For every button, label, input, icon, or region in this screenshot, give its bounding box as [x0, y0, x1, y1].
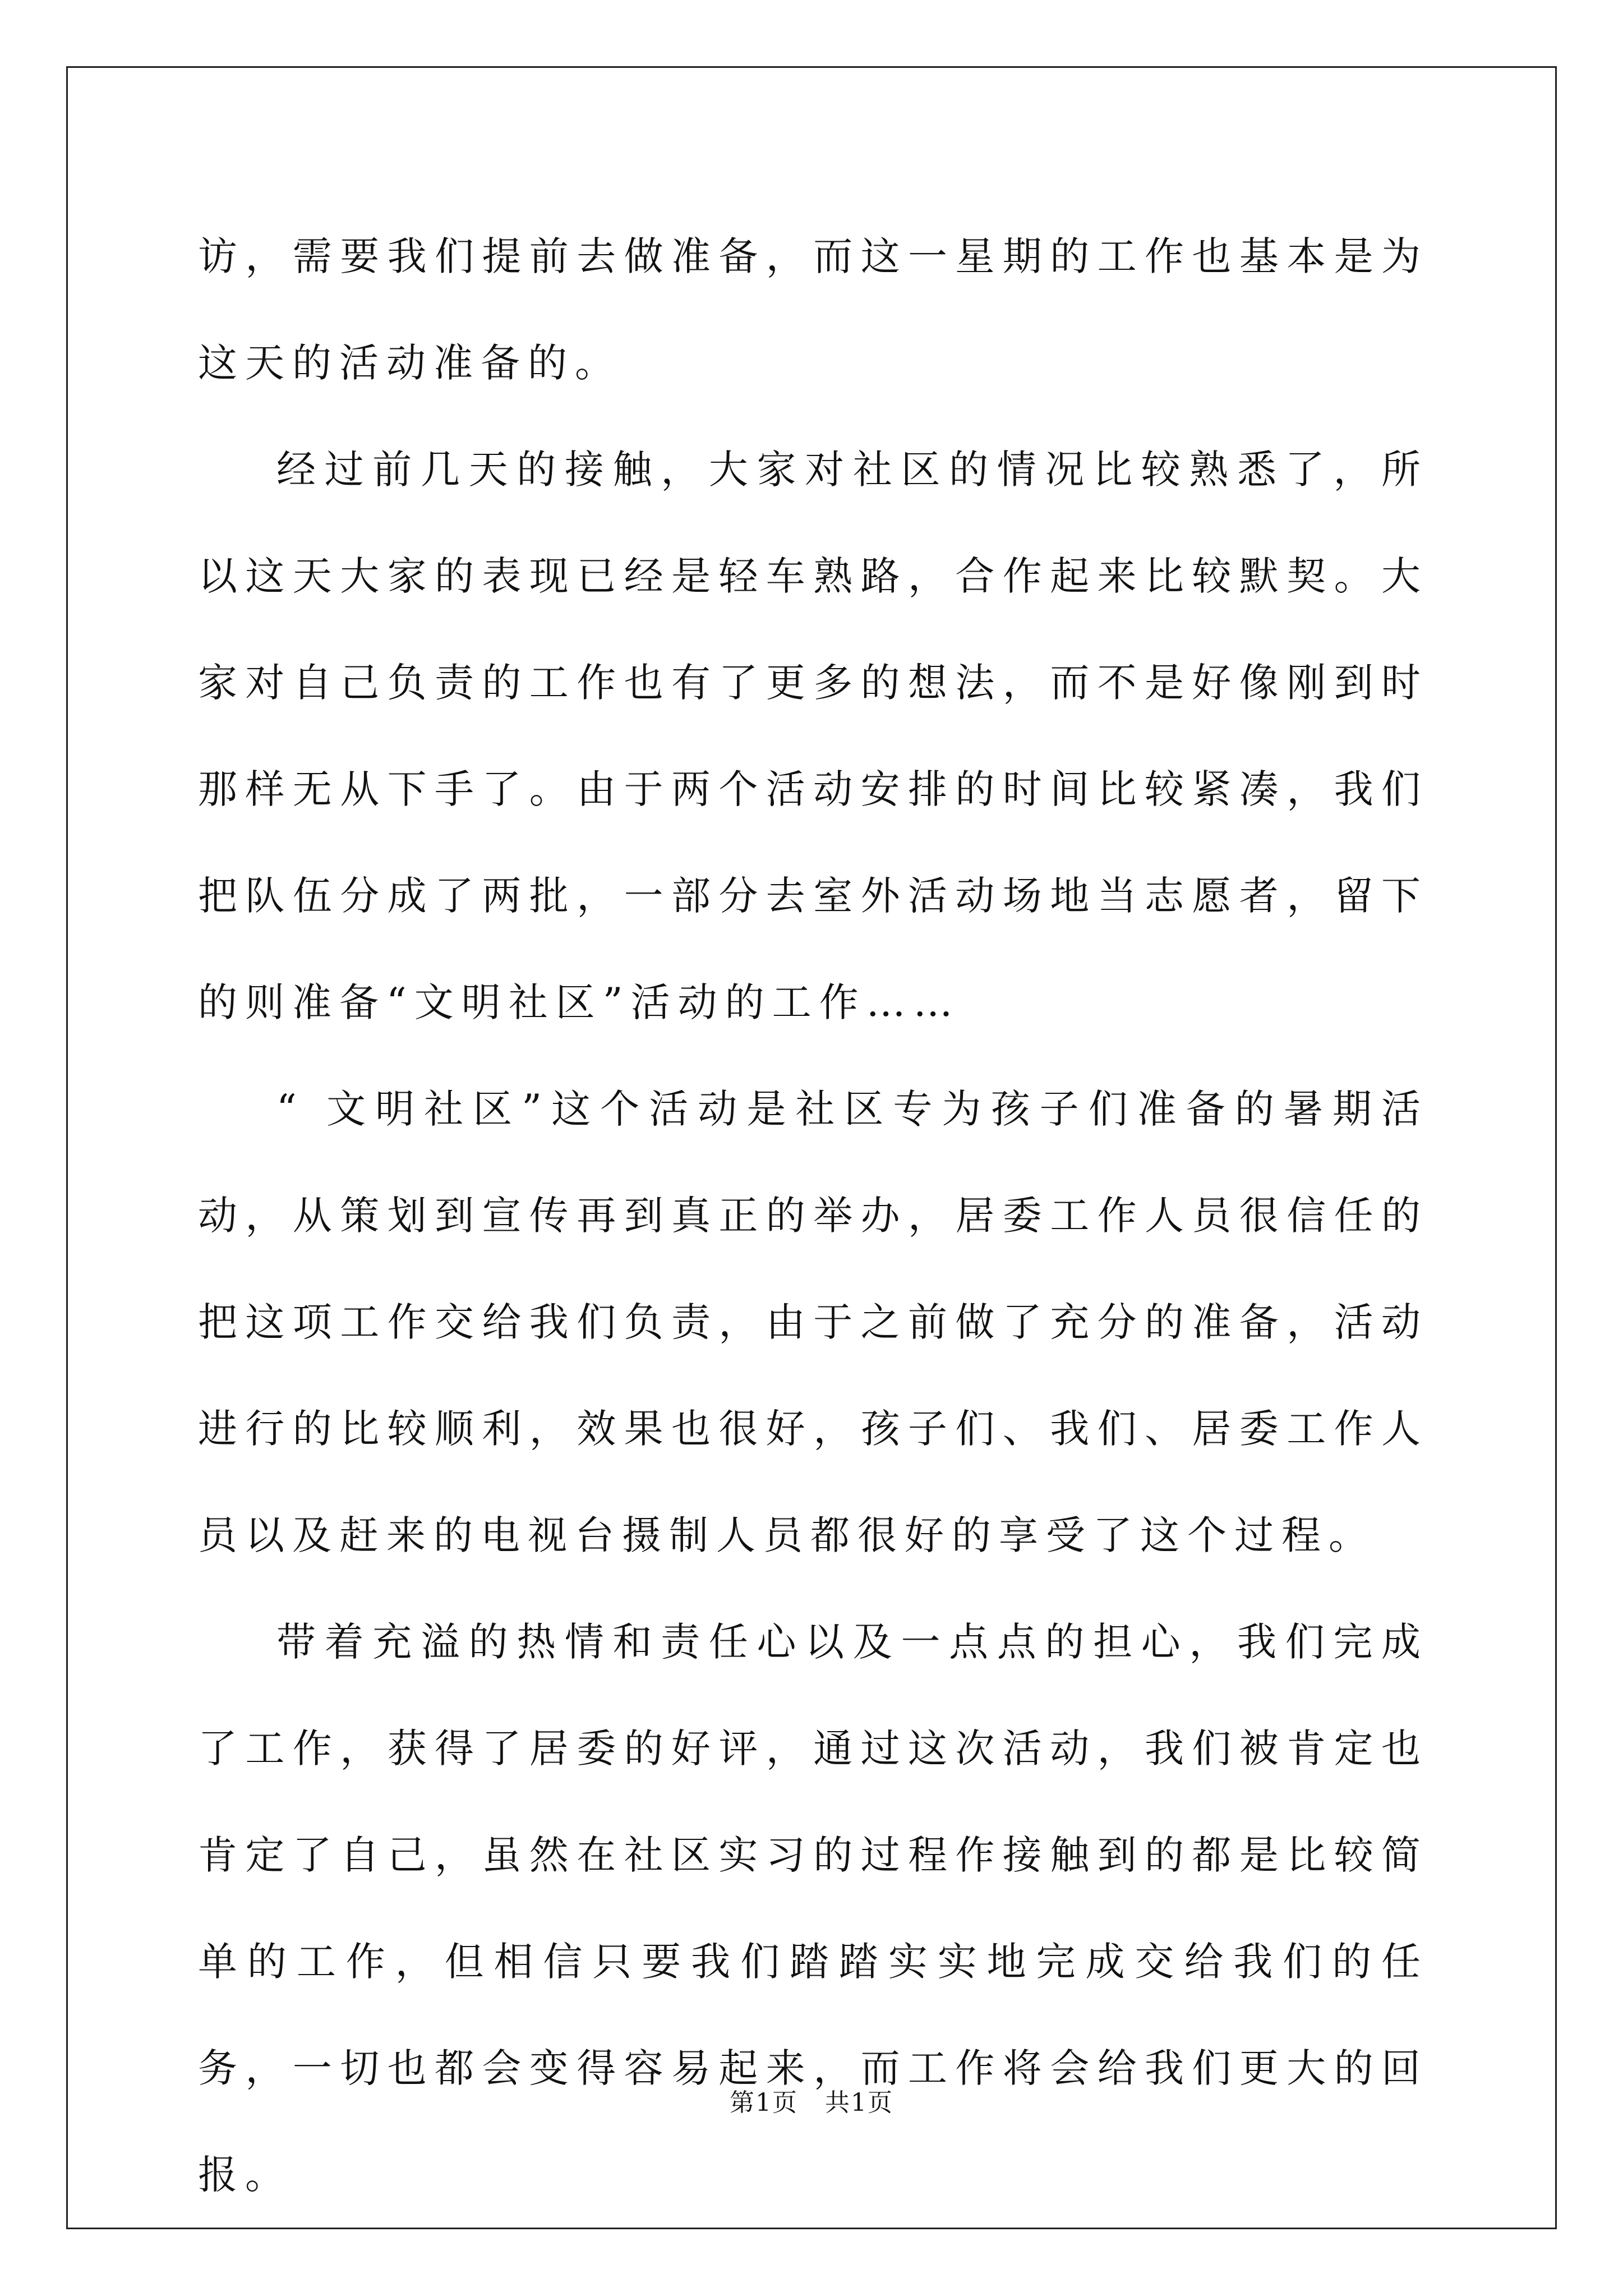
paragraph: 带着充溢的热情和责任心以及一点点的担心，我们完成了工作，获得了居委的好评，通过这次活动，我们被肯定也肯定了自己，虽然在社区实习的过程作接触到的都是比较简单的工作，但相信只要我们踏踏实实地完成交给我们的任务，一切也都会变得容易起来，而工作将会给我们更大的回报。	[198, 1619, 1428, 2198]
page-count: 共1页	[825, 2088, 893, 2117]
paragraph-continuation: 访，需要我们提前去做准备，而这一星期的工作也基本是为这天的活动准备的。	[198, 233, 1428, 386]
paragraph: 经过前几天的接触，大家对社区的情况比较熟悉了，所以这天大家的表现已经是轻车熟路，合作起来比较默契。大家对自己负责的工作也有了更多的想法，而不是好像刚到时那样无从下手了。由于两个活动安排的时间比较紧凑，我们把队伍分成了两批，一部分去室外活动场地当志愿者，留下的则准备“文明社区”活动的工作……	[198, 447, 1428, 1025]
page-number: 第1页	[730, 2088, 798, 2117]
document-body	[198, 203, 1428, 2228]
page-footer	[0, 2082, 1623, 2118]
paragraph: “ 文明社区”这个活动是社区专为孩子们准备的暑期活动，从策划到宣传再到真正的举办，居委工作人员很信任的把这项工作交给我们负责，由于之前做了充分的准备，活动进行的比较顺利，效果也很好，孩子们、我们、居委工作人员以及赶来的电视台摄制人员都很好的享受了这个过程。	[198, 1086, 1428, 1558]
